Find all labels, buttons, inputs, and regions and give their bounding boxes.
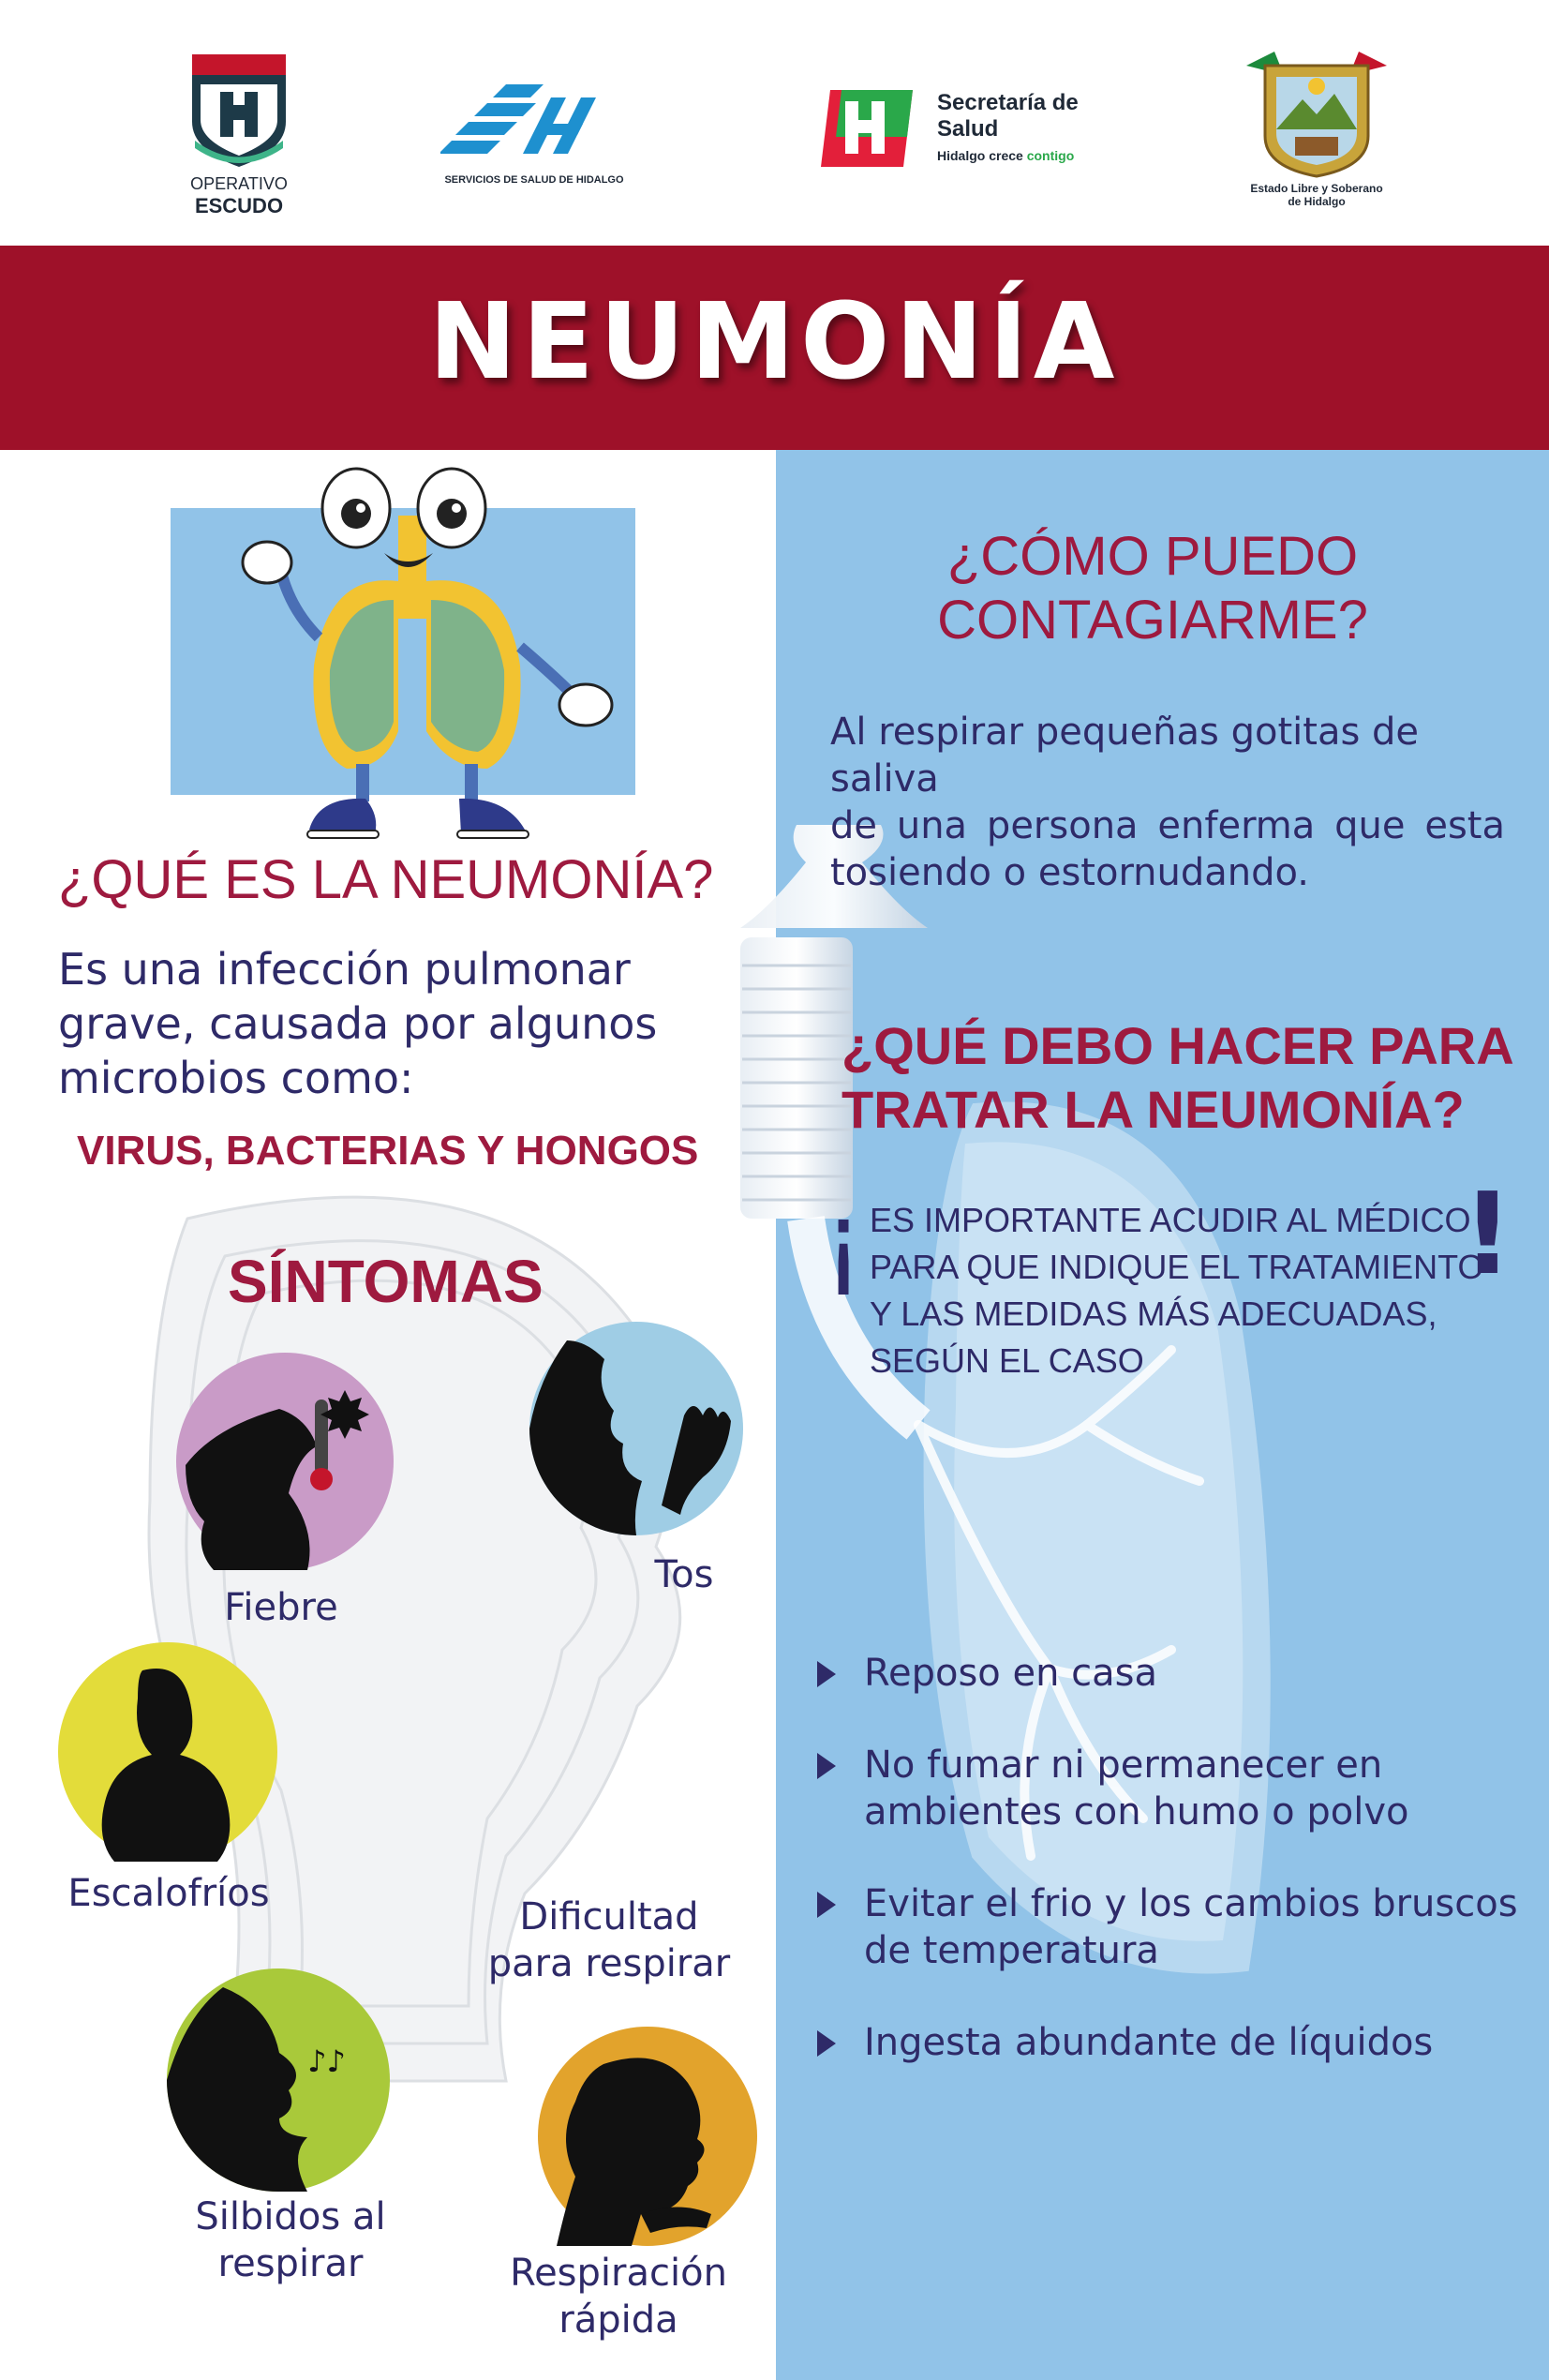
what-text-line3: microbios como: bbox=[58, 1053, 414, 1103]
contagio-heading bbox=[862, 525, 1443, 652]
secretaria-tag-b: contigo bbox=[1026, 148, 1075, 163]
bullet-text-line2: de temperatura bbox=[864, 1929, 1159, 1972]
bullet-text-line1: No fumar ni permanecer en bbox=[864, 1744, 1383, 1787]
treat-heading bbox=[842, 1014, 1514, 1142]
what-text bbox=[58, 942, 657, 1105]
estado-line2: de Hidalgo bbox=[1288, 195, 1346, 208]
ssh-caption: SERVICIOS DE SALUD DE HIDALGO bbox=[444, 174, 624, 186]
symptoms-heading: SÍNTOMAS bbox=[228, 1248, 544, 1315]
respiracion-label bbox=[506, 2250, 731, 2343]
svg-text:♪♪: ♪♪ bbox=[307, 2043, 346, 2079]
tos-icon bbox=[529, 1322, 743, 1535]
bullet-text-line1: Evitar el frio y los cambios bruscos bbox=[864, 1882, 1518, 1925]
respiracion-line1: Respiración bbox=[510, 2252, 727, 2295]
contagio-heading-line2: CONTAGIARME? bbox=[937, 590, 1368, 651]
treatment-bullets bbox=[817, 1650, 1529, 2066]
contagio-text-line1: Al respirar pequeñas gotitas de saliva bbox=[830, 711, 1420, 801]
silbidos-line1: Silbidos al bbox=[195, 2195, 386, 2238]
fiebre-icon bbox=[176, 1353, 394, 1570]
contagio-text bbox=[830, 709, 1505, 896]
escudo-logo-icon bbox=[178, 47, 300, 169]
important-line4: SEGÚN EL CASO bbox=[870, 1341, 1144, 1380]
escudo-line2: ESCUDO bbox=[194, 194, 284, 217]
estado-logo bbox=[1237, 47, 1396, 225]
bullet-item bbox=[817, 1650, 1529, 1697]
escalofrios-label: Escalofríos bbox=[67, 1872, 270, 1915]
what-text-line1: Es una infección pulmonar bbox=[58, 944, 631, 995]
bullet-item bbox=[817, 1742, 1529, 1835]
dificultad-line1: Dificultad bbox=[519, 1895, 699, 1938]
contagio-text-line3: tosiendo o estornudando. bbox=[830, 851, 1310, 894]
important-close-mark: ! bbox=[1462, 1170, 1513, 1300]
secretaria-line2: Salud bbox=[937, 116, 999, 142]
bullet-item bbox=[817, 1880, 1529, 1974]
silbidos-line2: respirar bbox=[217, 2242, 364, 2285]
silbidos-icon bbox=[167, 1968, 390, 2192]
secretaria-line1: Secretaría de bbox=[937, 90, 1079, 115]
respiracion-line2: rápida bbox=[559, 2298, 678, 2342]
secretaria-logo-icon bbox=[813, 84, 916, 178]
secretaria-tag-a: Hidalgo crece bbox=[937, 148, 1023, 163]
escudo-line1: OPERATIVO bbox=[190, 174, 288, 193]
fiebre-label: Fiebre bbox=[224, 1586, 338, 1629]
bullet-text: Reposo en casa bbox=[864, 1652, 1158, 1695]
bullet-text-line2: ambientes con humo o polvo bbox=[864, 1790, 1409, 1834]
important-open-mark: ¡ bbox=[823, 1180, 865, 1300]
triangle-bullet-icon bbox=[817, 1753, 836, 1779]
dificultad-label bbox=[487, 1894, 731, 1987]
page-title: NEUMONÍA bbox=[428, 281, 1121, 403]
bullet-text: Ingesta abundante de líquidos bbox=[864, 2021, 1434, 2064]
triangle-bullet-icon bbox=[817, 1892, 836, 1918]
respiracion-icon bbox=[538, 2027, 757, 2246]
important-line3: Y LAS MEDIDAS MÁS ADECUADAS, bbox=[870, 1295, 1437, 1333]
important-line1: ES IMPORTANTE ACUDIR AL MÉDICO bbox=[870, 1201, 1471, 1239]
important-text bbox=[870, 1197, 1483, 1385]
what-heading: ¿QUÉ ES LA NEUMONÍA? bbox=[58, 849, 714, 910]
triangle-bullet-icon bbox=[817, 1661, 836, 1687]
treat-heading-line1: ¿QUÉ DEBO HACER PARA bbox=[842, 1016, 1514, 1075]
contagio-heading-line1: ¿CÓMO PUEDO bbox=[946, 526, 1359, 587]
ssh-logo-icon bbox=[440, 75, 628, 169]
estado-crest-icon bbox=[1237, 47, 1396, 178]
dificultad-line2: para respirar bbox=[487, 1942, 731, 1985]
escalofrios-icon bbox=[58, 1642, 277, 1862]
what-text-line2: grave, causada por algunos bbox=[58, 998, 658, 1049]
triangle-bullet-icon bbox=[817, 2030, 836, 2057]
important-line2: PARA QUE INDIQUE EL TRATAMIENTO bbox=[870, 1248, 1484, 1286]
escudo-logo bbox=[178, 47, 300, 225]
bullet-item bbox=[817, 2019, 1529, 2066]
silbidos-label bbox=[178, 2193, 403, 2287]
contagio-text-line2: de una persona enferma que esta bbox=[830, 804, 1505, 847]
microbes-text: VIRUS, BACTERIAS Y HONGOS bbox=[77, 1128, 699, 1174]
logo-header bbox=[0, 0, 1549, 246]
estado-line1: Estado Libre y Soberano bbox=[1250, 182, 1383, 195]
secretaria-logo bbox=[813, 84, 1113, 178]
tos-label: Tos bbox=[654, 1553, 714, 1596]
lung-mascot-icon bbox=[216, 459, 628, 844]
treat-heading-line2: TRATAR LA NEUMONÍA? bbox=[842, 1080, 1465, 1139]
ssh-logo bbox=[440, 75, 628, 187]
